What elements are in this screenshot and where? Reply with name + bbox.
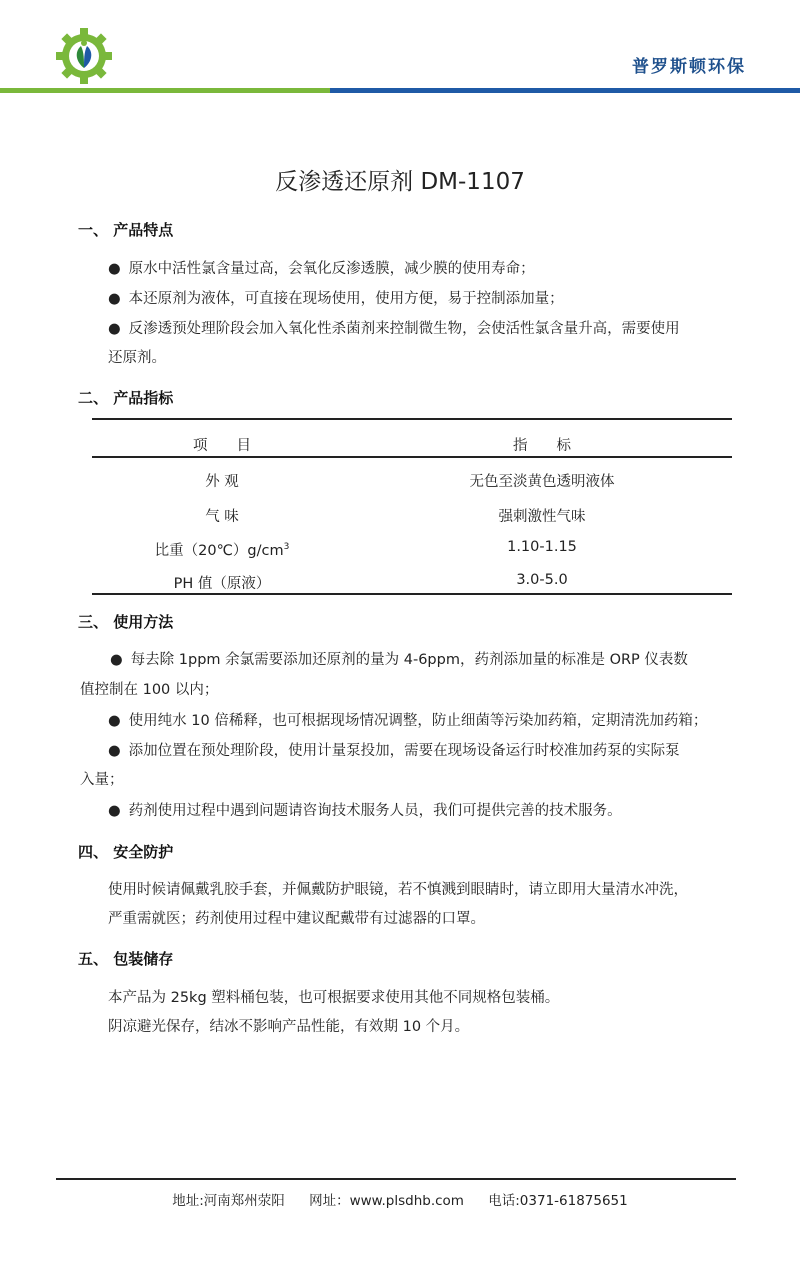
bullet-icon: ● — [108, 261, 121, 277]
feature-item: ● 本还原剂为液体，可直接在现场使用，使用方便，易于控制添加量； — [108, 284, 718, 314]
table-cell-item: 外 观 — [205, 474, 239, 490]
table-rule-top — [92, 418, 732, 420]
page-header — [0, 0, 800, 96]
table-cell-value: 无色至淡黄色透明液体 — [469, 474, 615, 490]
storage-text: 本产品为 25kg 塑料桶包装，也可根据要求使用其他不同规格包装桶。 — [108, 990, 560, 1006]
feature-item-continued: 还原剂。 — [108, 350, 166, 366]
table-cell-value: 强刺激性气味 — [498, 509, 586, 525]
table-header-value: 指 标 — [513, 438, 571, 454]
table-rule-mid — [92, 456, 732, 458]
safety-text: 使用时候请佩戴乳胶手套，并佩戴防护眼镜，若不慎溅到眼睛时，请立即用大量清水冲洗， — [108, 882, 688, 898]
usage-item: ● 每去除 1ppm 余氯需要添加还原剂的量为 4-6ppm，药剂添加量的标准是 ORP 仪表数 — [110, 645, 730, 675]
bullet-icon: ● — [108, 321, 121, 337]
usage-item: ● 使用纯水 10 倍稀释，也可根据现场情况调整，防止细菌等污染加药箱，定期清洗加药箱； — [108, 706, 718, 736]
storage-text: 阴凉避光保存，结冰不影响产品性能，有效期 10 个月。 — [108, 1019, 470, 1035]
usage-item: ● 药剂使用过程中遇到问题请咨询技术服务人员，我们可提供完善的技术服务。 — [108, 796, 718, 826]
bullet-icon: ● — [108, 803, 121, 819]
feature-item: ● 反渗透预处理阶段会加入氧化性杀菌剂来控制微生物，会使活性氯含量升高，需要使用 — [108, 314, 718, 344]
section-heading-usage: 三、 使用方法 — [78, 613, 174, 631]
document-title: 反渗透还原剂 DM-1107 — [275, 169, 525, 195]
bullet-icon: ● — [108, 743, 121, 759]
company-logo — [54, 26, 114, 86]
bullet-icon: ● — [110, 652, 123, 668]
table-cell-value: 3.0-5.0 — [516, 572, 568, 588]
usage-item-continued: 值控制在 100 以内； — [80, 682, 219, 698]
footer-website[interactable]: 网址：www.plsdhb.com — [309, 1193, 464, 1209]
section-heading-safety: 四、 安全防护 — [78, 843, 174, 861]
table-cell-value: 1.10-1.15 — [507, 539, 577, 555]
table-cell-item: 比重$(20℃)g/cm^3$ — [154, 542, 290, 559]
section-heading-storage: 五、 包装储存 — [78, 950, 174, 968]
bullet-icon: ● — [108, 713, 121, 729]
header-bar-blue — [330, 88, 800, 93]
usage-item: ● 添加位置在预处理阶段，使用计量泵投加，需要在现场设备运行时校准加药泵的实际泵 — [108, 736, 718, 766]
safety-text: 严重需就医；药剂使用过程中建议配戴带有过滤器的口罩。 — [108, 911, 485, 927]
table-header-item: 项 目 — [193, 438, 251, 454]
footer-address: 地址:河南郑州荥阳 — [172, 1193, 285, 1209]
feature-item: ● 原水中活性氯含量过高，会氧化反渗透膜，减少膜的使用寿命； — [108, 254, 718, 284]
section-heading-features: 一、 产品特点 — [78, 221, 174, 239]
table-cell-item: PH 值（原液） — [173, 576, 271, 592]
page-footer — [0, 1189, 800, 1209]
header-bar-green — [0, 88, 330, 93]
section-heading-specs: 二、 产品指标 — [78, 389, 174, 407]
usage-item-continued: 入量； — [80, 772, 124, 788]
table-rule-bottom — [92, 593, 732, 595]
footer-phone: 电话:0371-61875651 — [488, 1193, 628, 1209]
bullet-icon: ● — [108, 291, 121, 307]
footer-rule — [56, 1178, 736, 1180]
company-name: 普罗斯顿环保 — [632, 57, 746, 77]
table-cell-item: 气 味 — [205, 509, 239, 525]
